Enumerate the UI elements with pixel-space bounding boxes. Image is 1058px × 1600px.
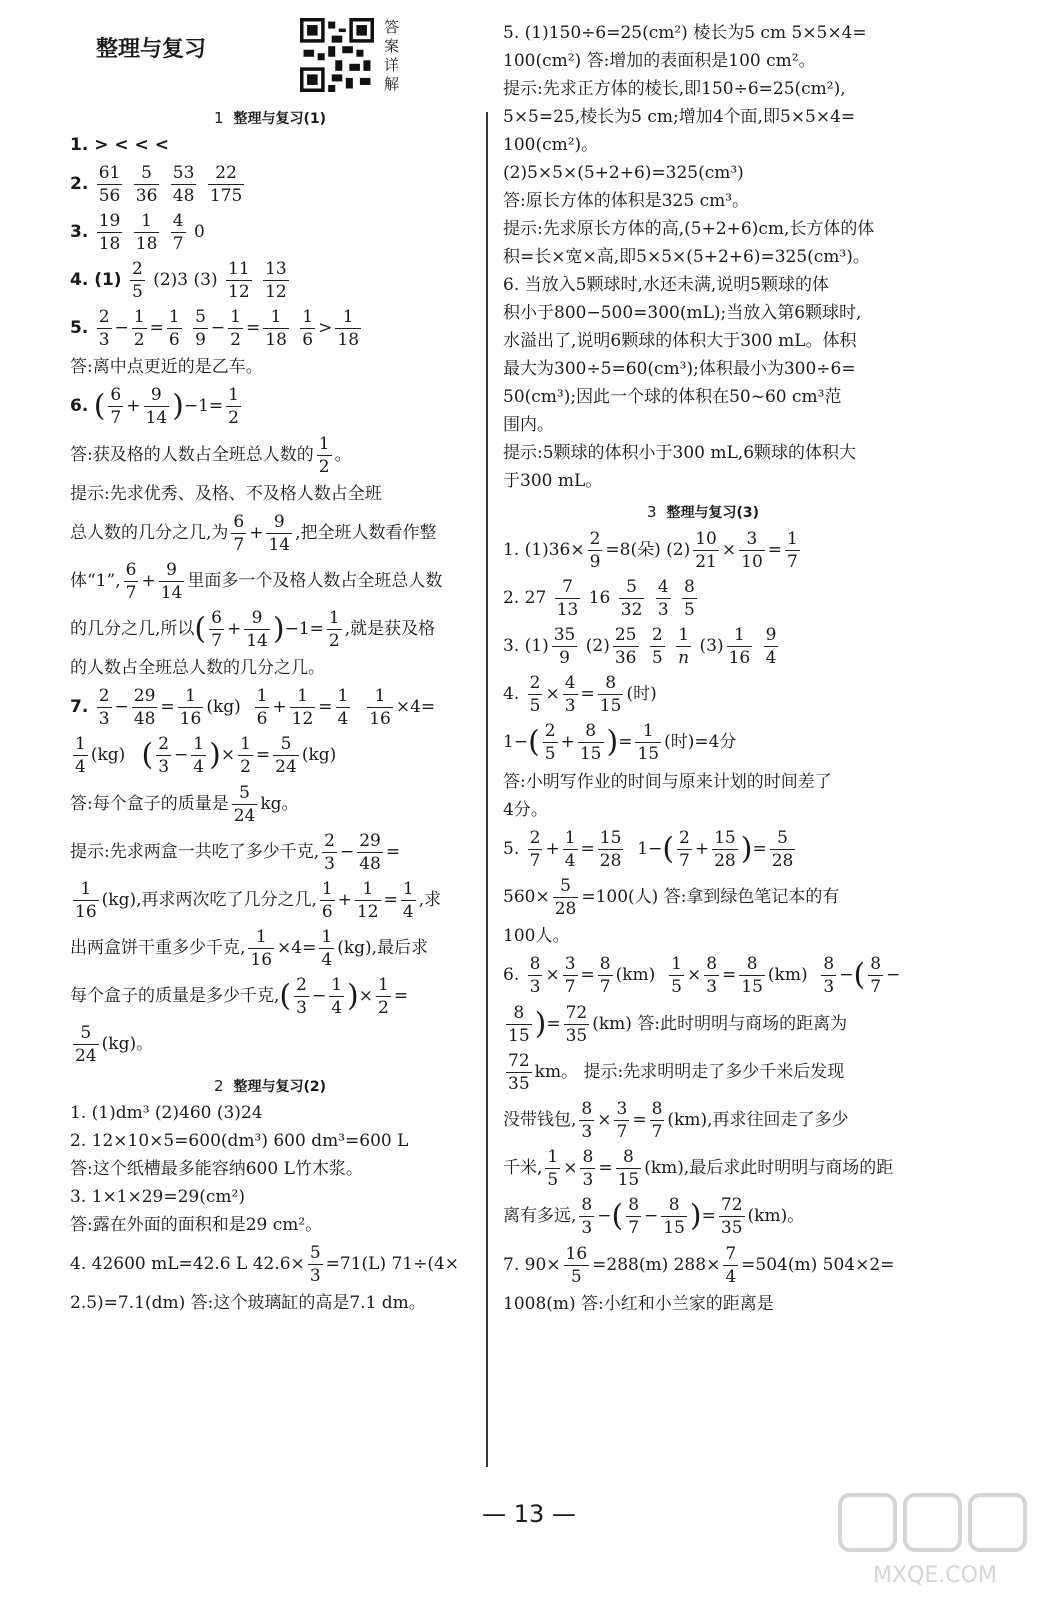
answer-line: 2. 27 $\frac{7}{13}$ 16 $\frac{5}{32}$ $\frac{4}{3}$ $\frac{8}{5}$ [503, 577, 695, 620]
answer-line: 4. 42600 mL=42.6 L 42.6× $\frac{5}{3}$ =71(L) 71÷(4× [70, 1243, 460, 1286]
answer-line: 2.5)=7.1(dm) 答:这个玻璃缸的高是7.1 dm。 [70, 1293, 426, 1313]
answer-line: 6. $\frac{8}{3}$ × $\frac{3}{7}$ = $\frac{8}{7}$ (km) $\frac{1}{5}$ × $\frac{8}{3}$ = $\frac{8}{15}$ (km) $\frac{8}{3}$ −( $\frac{8}{7}$ − [503, 954, 901, 997]
answer-line: 积小于800−500=300(mL);当放入第6颗球时, [503, 303, 862, 323]
answer-line: 4. $\frac{2}{5}$ × $\frac{4}{3}$ = $\frac{8}{15}$ (时) [503, 673, 657, 716]
answer-line: 7. 90× $\frac{16}{5}$ =288(m) 288× $\frac{7}{4}$ =504(m) 504×2= [503, 1243, 895, 1287]
section-heading-2: 2 整理与复习(2) [213, 1077, 327, 1095]
answer-text: 答:小明写作业的时间与原来计划的时间差了 [503, 771, 832, 792]
left-column [70, 100, 470, 1318]
hint-text: 的人数占全班总人数的几分之几。 [70, 658, 325, 678]
hint-text: 每个盒子的质量是多少千克,( $\frac{2}{3}$ − $\frac{1}{4}$ )× $\frac{1}{2}$ = [70, 974, 409, 1018]
answer-line: 最大为300÷5=60(cm³);体积最小为300÷6= [503, 359, 856, 379]
answer-line: 3. (1) $\frac{35}{9}$ (2) $\frac{25}{36}$ $\frac{2}{5}$ $\frac{1}{n}$ (3) $\frac{1}{16}$ $\frac{9}{4}$ [503, 625, 777, 668]
answer-line: 答:每个盒子的质量是 $\frac{5}{24}$ kg。 [70, 782, 299, 826]
answer-line: 5. $\frac{2}{3}$ − $\frac{1}{2}$ = $\frac{1}{6}$ $\frac{5}{9}$ − $\frac{1}{2}$ = $\frac{1}{18}$ $\frac{1}{6}$ > $\frac{1}{18}$ [70, 307, 360, 350]
answer-line: 6. ( $\frac{6}{7}$ + $\frac{9}{14}$ )−1= $\frac{1}{2}$ [70, 385, 239, 428]
hint-text: 积=长×宽×高,即5×5×(5+2+6)=325(cm³)。 [503, 247, 870, 267]
section-heading-1: 1 整理与复习(1) [213, 109, 327, 127]
hint-text: 的几分之几,所以( $\frac{6}{7}$ + $\frac{9}{14}$ )−1= $\frac{1}{2}$ ,就是获及格 [70, 607, 436, 651]
answer-line: $\frac{72}{35}$ km。 提示:先求明明走了多少千米后发现 [508, 1051, 845, 1094]
answer-line: 5. (1)150÷6=25(cm²) 棱长为5 cm 5×5×4= [503, 23, 867, 43]
hint-text: 提示:5颗球的体积小于300 mL,6颗球的体积大 [503, 443, 857, 463]
answer-line: 1008(m) 答:小红和小兰家的距离是 [503, 1293, 774, 1314]
answer-line: 3. 1×1×29=29(cm²) [70, 1187, 245, 1207]
hint-text: 千米, $\frac{1}{5}$ × $\frac{8}{3}$ = $\frac{8}{15}$ (km),最后求此时明明与商场的距 [503, 1147, 894, 1190]
answer-text: 4分。 [503, 799, 548, 820]
column-divider [486, 112, 488, 1467]
hint-text: 100(cm²)。 [503, 135, 599, 155]
answer-line: 2. 12×10×5=600(dm³) 600 dm³=600 L [70, 1131, 409, 1151]
page-number: — 13 — [482, 1500, 576, 1528]
hint-text: 出两盒饼干重多少千克, $\frac{1}{16}$ ×4= $\frac{1}{4}$ (kg),最后求 [70, 926, 429, 970]
answer-line: 1. (1)dm³ (2)460 (3)24 [70, 1103, 263, 1123]
answer-text: 答:原长方体的体积是325 cm³。 [503, 191, 750, 211]
answer-line: 答:获及格的人数占全班总人数的 $\frac{1}{2}$ 。 [70, 433, 352, 477]
hint-text: 于300 mL。 [503, 471, 603, 491]
answer-line: $\frac{8}{15}$ )= $\frac{72}{35}$ (km) 答:此时明明与商场的距离为 [508, 1002, 848, 1046]
answer-line: 4. (1) $\frac{2}{5}$ (2)3 (3) $\frac{11}{12}$ $\frac{13}{12}$ [70, 259, 287, 302]
right-column [503, 18, 903, 1319]
answer-line: 6. 当放入5颗球时,水还未满,说明5颗球的体 [503, 275, 830, 295]
hint-text: 提示:先求正方体的棱长,即150÷6=25(cm²), [503, 79, 846, 99]
answer-line: 50(cm³);因此一个球的体积在50~60 cm³范 [503, 387, 842, 407]
answer-text: 答:这个纸槽最多能容纳600 L竹木浆。 [70, 1159, 363, 1179]
answer-line: 7. $\frac{2}{3}$ − $\frac{29}{48}$ = $\frac{1}{16}$ (kg) $\frac{1}{6}$ + $\frac{1}{12}$ = $\frac{1}{4}$ $\frac{1}{16}$ ×4= [70, 686, 436, 729]
answer-line: 1. (1)36× $\frac{2}{9}$ =8(朵) (2) $\frac{10}{21}$ × $\frac{3}{10}$ = $\frac{1}{7}$ [503, 529, 798, 572]
answer-line: 围内。 [503, 415, 554, 435]
svg-text:MXQE.COM: MXQE.COM [873, 1563, 997, 1588]
answer-line: 水溢出了,说明6颗球的体积大于300 mL。体积 [503, 331, 857, 351]
answer-line: 560× $\frac{5}{28}$ =100(人) 答:拿到绿色笔记本的有 [503, 876, 840, 919]
answer-line: $\frac{1}{4}$ (kg) ( $\frac{2}{3}$ − $\frac{1}{4}$ )× $\frac{1}{2}$ = $\frac{5}{24}$ (kg) [75, 734, 337, 777]
qr-code-icon[interactable] [300, 18, 374, 92]
hint-text: $\frac{5}{24}$ (kg)。 [75, 1023, 154, 1066]
section-heading-3: 3 整理与复习(3) [646, 503, 760, 521]
qr-caption: 答案详解 [384, 18, 400, 93]
hint-text: 总人数的几分之几,为 $\frac{6}{7}$ + $\frac{9}{14}$ ,把全班人数看作整 [70, 511, 437, 555]
answer-line: 5. $\frac{2}{7}$ + $\frac{1}{4}$ = $\frac{15}{28}$ 1−( $\frac{2}{7}$ + $\frac{15}{28}$ )= $\frac{5}{28}$ [503, 827, 794, 871]
answer-text: 100人。 [503, 926, 570, 946]
hint-text: 5×5=25,棱长为5 cm;增加4个面,即5×5×4= [503, 107, 856, 127]
answer-text: 答:露在外面的面积和是29 cm²。 [70, 1215, 323, 1235]
watermark-logo-icon [830, 1490, 1040, 1590]
answer-line: (2)5×5×(5+2+6)=325(cm³) [503, 163, 744, 183]
hint-text: 离有多远, $\frac{8}{3}$ −( $\frac{8}{7}$ − $\frac{8}{15}$ )= $\frac{72}{35}$ (km)。 [503, 1195, 805, 1238]
answer-line: 100(cm²) 答:增加的表面积是100 cm²。 [503, 51, 816, 71]
answer-line: 2. $\frac{61}{56}$ $\frac{5}{36}$ $\frac{53}{48}$ $\frac{22}{175}$ [70, 163, 243, 206]
answer-text: 答:离中点更近的是乙车。 [70, 357, 263, 377]
answer-line: 1−( $\frac{2}{5}$ + $\frac{8}{15}$ )= $\frac{1}{15}$ (时)=4分 [503, 721, 737, 764]
page-title: 整理与复习 [96, 37, 207, 62]
answer-line: 1. > < < < [70, 135, 169, 155]
hint-text: 体“1”, $\frac{6}{7}$ + $\frac{9}{14}$ 里面多一个及格人数占全班总人数 [70, 559, 443, 603]
hint-text: 提示:先求优秀、及格、不及格人数占全班 [70, 483, 382, 504]
answer-line: 3. $\frac{19}{18}$ $\frac{1}{18}$ $\frac{4}{7}$ 0 [70, 211, 205, 254]
hint-text: 提示:先求原长方体的高,(5+2+6)cm,长方体的体 [503, 219, 875, 239]
hint-text: 提示:先求两盒一共吃了多少千克, $\frac{2}{3}$ − $\frac{29}{48}$ = [70, 830, 401, 874]
hint-text: $\frac{1}{16}$ (kg),再求两次吃了几分之几, $\frac{1}{6}$ + $\frac{1}{12}$ = $\frac{1}{4}$ ,求 [75, 878, 442, 922]
hint-text: 没带钱包, $\frac{8}{3}$ × $\frac{3}{7}$ = $\frac{8}{7}$ (km),再求往回走了多少 [503, 1099, 849, 1142]
